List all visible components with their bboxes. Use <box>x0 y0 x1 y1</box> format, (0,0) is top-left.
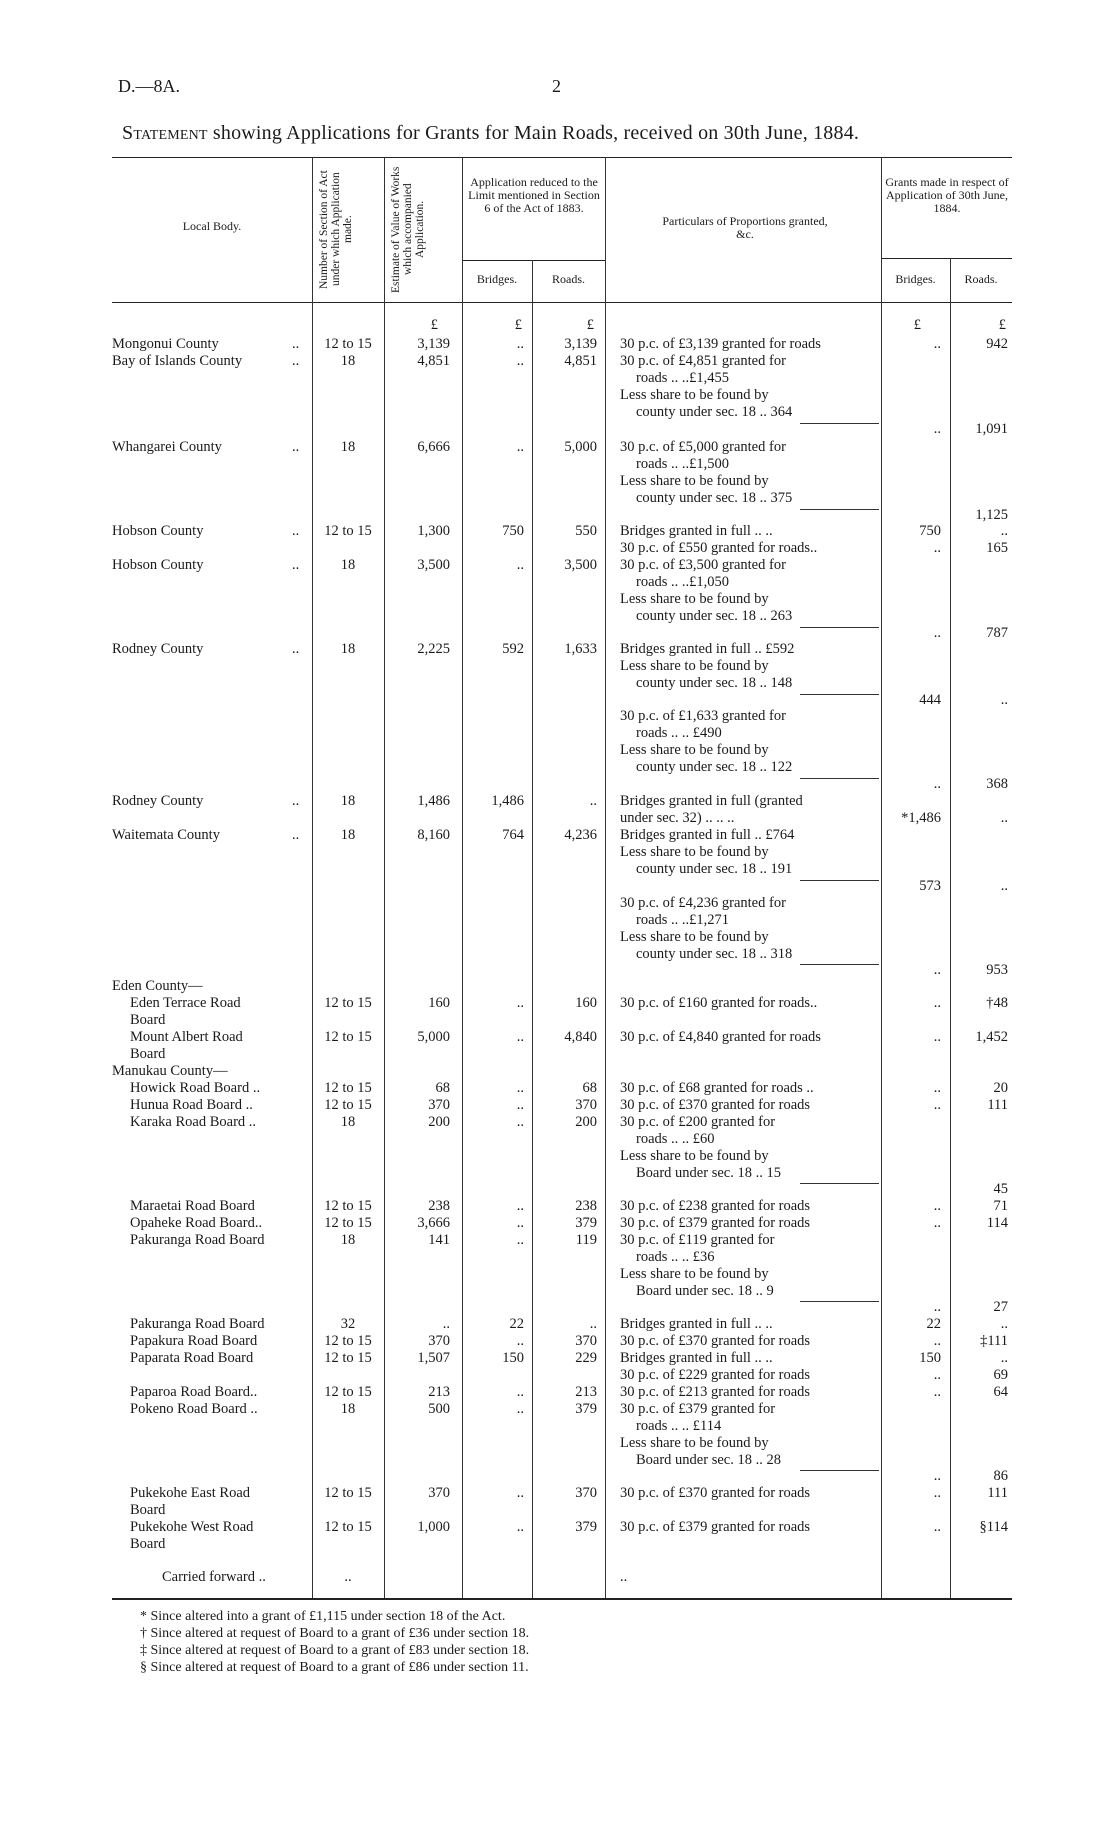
particulars-line: 30 p.c. of £4,236 granted for <box>620 895 786 911</box>
particulars-line: Less share to be found by <box>620 1266 769 1282</box>
particulars-line: 30 p.c. of £370 granted for roads <box>620 1485 811 1501</box>
particulars-line: 30 p.c. of £4,840 granted for roads <box>620 1029 821 1045</box>
section-number: 12 to 15 <box>324 1384 372 1400</box>
reduced-roads: 3,139 <box>564 336 597 352</box>
carried-forward-section: .. <box>344 1569 352 1585</box>
estimate-value: 3,500 <box>417 557 450 573</box>
particulars-line: roads .. .. £490 <box>636 725 722 741</box>
particulars-line: county under sec. 18 .. 318 <box>636 946 793 962</box>
local-body-name: Whangarei County <box>112 439 222 455</box>
grant-bridges: .. <box>933 1097 941 1113</box>
grant-roads: 27 <box>993 1299 1008 1315</box>
grant-roads: ‡111 <box>980 1333 1008 1349</box>
particulars-line: 30 p.c. of £3,500 granted for <box>620 557 786 573</box>
particulars-line: 30 p.c. of £379 granted for roads <box>620 1215 811 1231</box>
local-body-name-cont: Board <box>130 1502 166 1518</box>
grant-bridges: .. <box>933 421 941 437</box>
page-reference: D.—8A. <box>118 76 180 96</box>
reduced-roads: 3,500 <box>564 557 597 573</box>
particulars-line: Bridges granted in full (granted <box>620 793 803 809</box>
table-bottom-rule <box>112 1598 1012 1600</box>
grant-bridges: *1,486 <box>901 810 941 826</box>
col-divider <box>312 157 313 1598</box>
currency-roads: £ <box>586 317 594 333</box>
particulars-line: Less share to be found by <box>620 473 769 489</box>
section-number: 12 to 15 <box>324 995 372 1011</box>
estimate-value: 200 <box>428 1114 450 1130</box>
local-body-name: Papakura Road Board <box>130 1333 258 1349</box>
subtotal-rule <box>800 509 879 510</box>
particulars-line: county under sec. 18 .. 375 <box>636 490 793 506</box>
grant-bridges: .. <box>933 1215 941 1231</box>
subtotal-rule <box>800 1301 879 1302</box>
section-number: 32 <box>340 1316 356 1332</box>
section-number: 12 to 15 <box>324 1198 372 1214</box>
reduced-bridges: 1,486 <box>491 793 524 809</box>
grant-roads: 114 <box>986 1215 1008 1231</box>
grant-roads: 165 <box>986 540 1008 556</box>
particulars-line: Bridges granted in full .. .. <box>620 1316 773 1332</box>
leader-dots: .. <box>292 336 300 352</box>
grant-bridges: .. <box>933 1029 941 1045</box>
reduced-roads: 370 <box>575 1097 597 1113</box>
grant-roads: 1,452 <box>975 1029 1008 1045</box>
particulars-line: 30 p.c. of £379 granted for <box>620 1401 776 1417</box>
section-number: 12 to 15 <box>324 1097 372 1113</box>
local-body-name-cont: Board <box>130 1536 166 1552</box>
footnote: * Since altered into a grant of £1,115 under section 18 of the Act. <box>140 1609 506 1624</box>
grant-roads: 787 <box>986 625 1008 641</box>
grant-roads: .. <box>1000 1350 1008 1366</box>
estimate-value: 370 <box>428 1485 450 1501</box>
reduced-bridges: .. <box>516 1097 524 1113</box>
leader-dots: .. <box>292 827 300 843</box>
local-body-name: Paparoa Road Board.. <box>130 1384 258 1400</box>
currency-bridges: £ <box>514 317 522 333</box>
particulars-line: county under sec. 18 .. 122 <box>636 759 793 775</box>
particulars-line: 30 p.c. of £379 granted for roads <box>620 1519 811 1535</box>
estimate-value: 1,507 <box>417 1350 450 1366</box>
section-number: 18 <box>340 1401 356 1417</box>
col-divider <box>462 157 463 1598</box>
footnote: ‡ Since altered at request of Board to a grant of £83 under section 18. <box>140 1643 530 1658</box>
section-number: 12 to 15 <box>324 1485 372 1501</box>
header-section: Number of Section of Act under which Application made. <box>318 170 354 289</box>
particulars-line: Board under sec. 18 .. 15 <box>636 1165 781 1181</box>
grant-roads: 69 <box>993 1367 1008 1383</box>
reduced-roads: 238 <box>575 1198 597 1214</box>
reduced-bridges: 22 <box>509 1316 524 1332</box>
local-body-name: Opaheke Road Board.. <box>130 1215 263 1231</box>
grant-bridges: 750 <box>919 523 941 539</box>
particulars-line: 30 p.c. of £68 granted for roads .. <box>620 1080 814 1096</box>
title-text: showing Applications for Grants for Main Roads, received on 30th June, 1884. <box>212 122 860 144</box>
grant-bridges: 22 <box>926 1316 941 1332</box>
estimate-value: 500 <box>428 1401 450 1417</box>
col-divider <box>384 157 385 1598</box>
local-body-name: Bay of Islands County <box>112 353 243 369</box>
estimate-value: 2,225 <box>417 641 450 657</box>
reduced-roads: 213 <box>575 1384 597 1400</box>
grant-roads: †48 <box>986 995 1008 1011</box>
grant-bridges: .. <box>933 1367 941 1383</box>
local-body-name: Pakuranga Road Board <box>130 1232 265 1248</box>
grant-roads: 71 <box>993 1198 1008 1214</box>
particulars-line: 30 p.c. of £550 granted for roads.. <box>620 540 818 556</box>
reduced-roads: 550 <box>575 523 597 539</box>
reduced-roads: 5,000 <box>564 439 597 455</box>
reduced-roads: 68 <box>582 1080 597 1096</box>
local-body-name: Hobson County <box>112 523 204 539</box>
grant-bridges: .. <box>933 1080 941 1096</box>
subtotal-rule <box>800 964 879 965</box>
section-number: 12 to 15 <box>324 523 372 539</box>
local-body-name: Waitemata County <box>112 827 220 843</box>
leader-dots: .. <box>292 557 300 573</box>
section-number: 18 <box>340 439 356 455</box>
particulars-line: Bridges granted in full .. .. <box>620 1350 773 1366</box>
grant-roads: .. <box>1000 878 1008 894</box>
header-grant-roads: Roads. <box>964 272 998 286</box>
grants-sub-rule <box>881 258 1012 259</box>
currency-grant-roads: £ <box>998 317 1006 333</box>
reduced-bridges: 150 <box>502 1350 524 1366</box>
local-body-name: Pakuranga Road Board <box>130 1316 265 1332</box>
grant-roads: 20 <box>993 1080 1008 1096</box>
footnote: † Since altered at request of Board to a grant of £36 under section 18. <box>140 1626 530 1641</box>
reduced-roads: 370 <box>575 1485 597 1501</box>
particulars-line: Bridges granted in full .. £592 <box>620 641 795 657</box>
estimate-value: 3,666 <box>417 1215 450 1231</box>
reduced-roads: 379 <box>575 1215 597 1231</box>
grant-bridges: .. <box>933 1519 941 1535</box>
local-body-name: Mongonui County <box>112 336 219 352</box>
grant-bridges: 150 <box>919 1350 941 1366</box>
leader-dots: .. <box>292 641 300 657</box>
particulars-line: Board under sec. 18 .. 28 <box>636 1452 781 1468</box>
reduced-bridges: .. <box>516 1333 524 1349</box>
section-number: 18 <box>340 793 356 809</box>
particulars-line: 30 p.c. of £5,000 granted for <box>620 439 786 455</box>
particulars-line: Bridges granted in full .. .. <box>620 523 773 539</box>
reduced-roads: 4,840 <box>564 1029 597 1045</box>
table-top-rule <box>112 157 1012 158</box>
leader-dots: .. <box>292 439 300 455</box>
grant-roads: 111 <box>987 1097 1008 1113</box>
estimate-value: 1,486 <box>417 793 450 809</box>
particulars-line: under sec. 32) .. .. .. <box>620 810 735 826</box>
section-number: 18 <box>340 557 356 573</box>
grant-roads: 1,125 <box>975 507 1008 523</box>
group-eden-county: Eden County— <box>112 978 203 994</box>
grant-bridges: .. <box>933 336 941 352</box>
subtotal-rule <box>800 423 879 424</box>
reduced-roads: 370 <box>575 1333 597 1349</box>
subtotal-rule <box>800 1183 879 1184</box>
header-bottom-rule <box>112 302 1012 303</box>
header-roads: Roads. <box>552 272 585 286</box>
particulars-line: 30 p.c. of £200 granted for <box>620 1114 776 1130</box>
local-body-name: Rodney County <box>112 641 204 657</box>
grant-roads: 942 <box>986 336 1008 352</box>
estimate-value: 238 <box>428 1198 450 1214</box>
grant-bridges: .. <box>933 1333 941 1349</box>
reduced-roads: 379 <box>575 1519 597 1535</box>
reduced-bridges: .. <box>516 353 524 369</box>
particulars-line: roads .. ..£1,500 <box>636 456 730 472</box>
estimate-value: 1,300 <box>417 523 450 539</box>
grant-roads: 953 <box>986 962 1008 978</box>
grant-bridges: .. <box>933 776 941 792</box>
leader-dots: .. <box>292 353 300 369</box>
document-title <box>122 122 859 145</box>
grant-bridges: .. <box>933 1485 941 1501</box>
particulars-line: Bridges granted in full .. £764 <box>620 827 795 843</box>
local-body-name: Hunua Road Board .. <box>130 1097 253 1113</box>
local-body-name: Howick Road Board .. <box>130 1080 261 1096</box>
header-reduced: Application reduced to the Limit mentioned in Section 6 of the Act of 1883. <box>468 175 600 215</box>
particulars-line: 30 p.c. of £229 granted for roads <box>620 1367 811 1383</box>
reduced-roads: 229 <box>575 1350 597 1366</box>
estimate-value: 4,851 <box>417 353 450 369</box>
section-number: 18 <box>340 1114 356 1130</box>
reduced-bridges: .. <box>516 439 524 455</box>
local-body-name: Pukekohe West Road <box>130 1519 254 1535</box>
subtotal-rule <box>800 880 879 881</box>
particulars-line: 30 p.c. of £370 granted for roads <box>620 1097 811 1113</box>
header-particulars: Particulars of Proportions granted, &c. <box>662 214 828 241</box>
particulars-line: county under sec. 18 .. 263 <box>636 608 793 624</box>
grant-roads: 86 <box>993 1468 1008 1484</box>
reduced-roads: 160 <box>575 995 597 1011</box>
particulars-line: 30 p.c. of £370 granted for roads <box>620 1333 811 1349</box>
particulars-line: Board under sec. 18 .. 9 <box>636 1283 774 1299</box>
leader-dots: .. <box>292 793 300 809</box>
local-body-name: Pokeno Road Board .. <box>130 1401 258 1417</box>
grant-roads: .. <box>1000 810 1008 826</box>
reduced-bridges: .. <box>516 1215 524 1231</box>
section-number: 12 to 15 <box>324 1333 372 1349</box>
header-grant-bridges: Bridges. <box>895 272 936 286</box>
grant-bridges: .. <box>933 1468 941 1484</box>
particulars-line: Less share to be found by <box>620 1435 769 1451</box>
local-body-name: Karaka Road Board .. <box>130 1114 257 1130</box>
header-bridges: Bridges. <box>476 272 518 286</box>
group-manukau-county: Manukau County— <box>112 1063 228 1079</box>
estimate-value: 160 <box>428 995 450 1011</box>
particulars-line: roads .. ..£1,271 <box>636 912 730 928</box>
particulars-line: 30 p.c. of £1,633 granted for <box>620 708 786 724</box>
grant-roads: .. <box>1000 1316 1008 1332</box>
grant-bridges: .. <box>933 962 941 978</box>
particulars-line: roads .. ..£1,455 <box>636 370 730 386</box>
header-grants: Grants made in respect of Application of 30th June, 1884. <box>885 175 1009 215</box>
estimate-value: 1,000 <box>417 1519 450 1535</box>
reduced-bridges: .. <box>516 1232 524 1248</box>
reduced-bridges: .. <box>516 1519 524 1535</box>
grant-roads: 45 <box>993 1181 1008 1197</box>
particulars-line: 30 p.c. of £119 granted for <box>620 1232 775 1248</box>
particulars-line: Less share to be found by <box>620 1148 769 1164</box>
reduced-bridges: .. <box>516 1384 524 1400</box>
reduced-bridges: 764 <box>502 827 524 843</box>
reduced-bridges: 750 <box>502 523 524 539</box>
subtotal-rule <box>800 1470 879 1471</box>
particulars-line: 30 p.c. of £238 granted for roads <box>620 1198 811 1214</box>
local-body-name: Rodney County <box>112 793 204 809</box>
reduced-roads: 4,851 <box>564 353 597 369</box>
estimate-value: 5,000 <box>417 1029 450 1045</box>
local-body-name: Pukekohe East Road <box>130 1485 251 1501</box>
local-body-name-cont: Board <box>130 1012 166 1028</box>
particulars-line: Less share to be found by <box>620 658 769 674</box>
section-number: 12 to 15 <box>324 336 372 352</box>
local-body-name: Paparata Road Board <box>130 1350 254 1366</box>
section-number: 18 <box>340 353 356 369</box>
reduced-bridges: .. <box>516 1080 524 1096</box>
estimate-value: 141 <box>428 1232 450 1248</box>
footnote: § Since altered at request of Board to a grant of £86 under section 11. <box>140 1660 529 1675</box>
grant-bridges: .. <box>933 1198 941 1214</box>
carried-forward-label: Carried forward .. <box>162 1569 266 1585</box>
reduced-bridges: .. <box>516 1114 524 1130</box>
particulars-line: county under sec. 18 .. 364 <box>636 404 793 420</box>
reduced-roads: 4,236 <box>564 827 597 843</box>
estimate-value: 8,160 <box>417 827 450 843</box>
reduced-sub-rule <box>462 260 605 261</box>
reduced-bridges: .. <box>516 557 524 573</box>
grant-bridges: .. <box>933 1384 941 1400</box>
title-prefix: Statement <box>122 122 208 144</box>
reduced-roads: .. <box>589 793 597 809</box>
particulars-line: roads .. .. £60 <box>636 1131 715 1147</box>
particulars-line: .. <box>620 1569 628 1585</box>
grant-bridges: .. <box>933 1299 941 1315</box>
reduced-bridges: .. <box>516 1198 524 1214</box>
page-number: 2 <box>552 76 561 96</box>
grant-roads: 111 <box>987 1485 1008 1501</box>
particulars-line: roads .. .. £36 <box>636 1249 715 1265</box>
particulars-line: 30 p.c. of £3,139 granted for roads <box>620 336 821 352</box>
header-estimate: Estimate of Value of Works which accompanied Application. <box>390 166 426 293</box>
grant-bridges: 573 <box>919 878 941 894</box>
grant-bridges: 444 <box>919 692 941 708</box>
particulars-line: county under sec. 18 .. 191 <box>636 861 793 877</box>
reduced-roads: 379 <box>575 1401 597 1417</box>
particulars-line: Less share to be found by <box>620 591 769 607</box>
section-number: 18 <box>340 641 356 657</box>
particulars-line: 30 p.c. of £213 granted for roads <box>620 1384 811 1400</box>
section-number: 12 to 15 <box>324 1029 372 1045</box>
estimate-value: 6,666 <box>417 439 450 455</box>
section-number: 12 to 15 <box>324 1350 372 1366</box>
reduced-bridges: 592 <box>502 641 524 657</box>
reduced-roads: 119 <box>575 1232 597 1248</box>
reduced-bridges: .. <box>516 336 524 352</box>
local-body-name: Eden Terrace Road <box>130 995 241 1011</box>
reduced-bridges: .. <box>516 995 524 1011</box>
col-divider <box>605 157 606 1598</box>
subtotal-rule <box>800 627 879 628</box>
estimate-value: 370 <box>428 1097 450 1113</box>
particulars-line: 30 p.c. of £4,851 granted for <box>620 353 786 369</box>
section-number: 18 <box>340 1232 356 1248</box>
header-local-body: Local Body. <box>182 219 242 233</box>
grant-bridges: .. <box>933 995 941 1011</box>
reduced-bridges: .. <box>516 1029 524 1045</box>
particulars-line: roads .. .. £114 <box>636 1418 722 1434</box>
particulars-line: roads .. ..£1,050 <box>636 574 730 590</box>
grant-roads: §114 <box>979 1519 1008 1535</box>
currency-grant-bridges: £ <box>913 317 921 333</box>
estimate-value: 213 <box>428 1384 450 1400</box>
particulars-line: 30 p.c. of £160 granted for roads.. <box>620 995 818 1011</box>
section-number: 12 to 15 <box>324 1215 372 1231</box>
leader-dots: .. <box>292 523 300 539</box>
estimate-value: .. <box>442 1316 450 1332</box>
reduced-roads: 200 <box>575 1114 597 1130</box>
particulars-line: Less share to be found by <box>620 929 769 945</box>
section-number: 12 to 15 <box>324 1519 372 1535</box>
grant-bridges: .. <box>933 625 941 641</box>
grant-bridges: .. <box>933 540 941 556</box>
grant-roads: 1,091 <box>975 421 1008 437</box>
reduced-bridges: .. <box>516 1401 524 1417</box>
grant-roads: .. <box>1000 692 1008 708</box>
local-body-name: Maraetai Road Board <box>130 1198 255 1214</box>
subtotal-rule <box>800 778 879 779</box>
grant-roads: .. <box>1000 523 1008 539</box>
local-body-name: Hobson County <box>112 557 204 573</box>
particulars-line: Less share to be found by <box>620 844 769 860</box>
estimate-value: 68 <box>435 1080 450 1096</box>
local-body-name: Mount Albert Road <box>130 1029 243 1045</box>
reduced-roads: .. <box>589 1316 597 1332</box>
particulars-line: Less share to be found by <box>620 387 769 403</box>
section-number: 12 to 15 <box>324 1080 372 1096</box>
section-number: 18 <box>340 827 356 843</box>
reduced-roads: 1,633 <box>564 641 597 657</box>
currency-estimate: £ <box>430 317 438 333</box>
particulars-line: Less share to be found by <box>620 742 769 758</box>
subtotal-rule <box>800 694 879 695</box>
estimate-value: 370 <box>428 1333 450 1349</box>
reduced-bridges: .. <box>516 1485 524 1501</box>
grant-roads: 368 <box>986 776 1008 792</box>
estimate-value: 3,139 <box>417 336 450 352</box>
grant-roads: 64 <box>993 1384 1008 1400</box>
local-body-name-cont: Board <box>130 1046 166 1062</box>
particulars-line: county under sec. 18 .. 148 <box>636 675 793 691</box>
